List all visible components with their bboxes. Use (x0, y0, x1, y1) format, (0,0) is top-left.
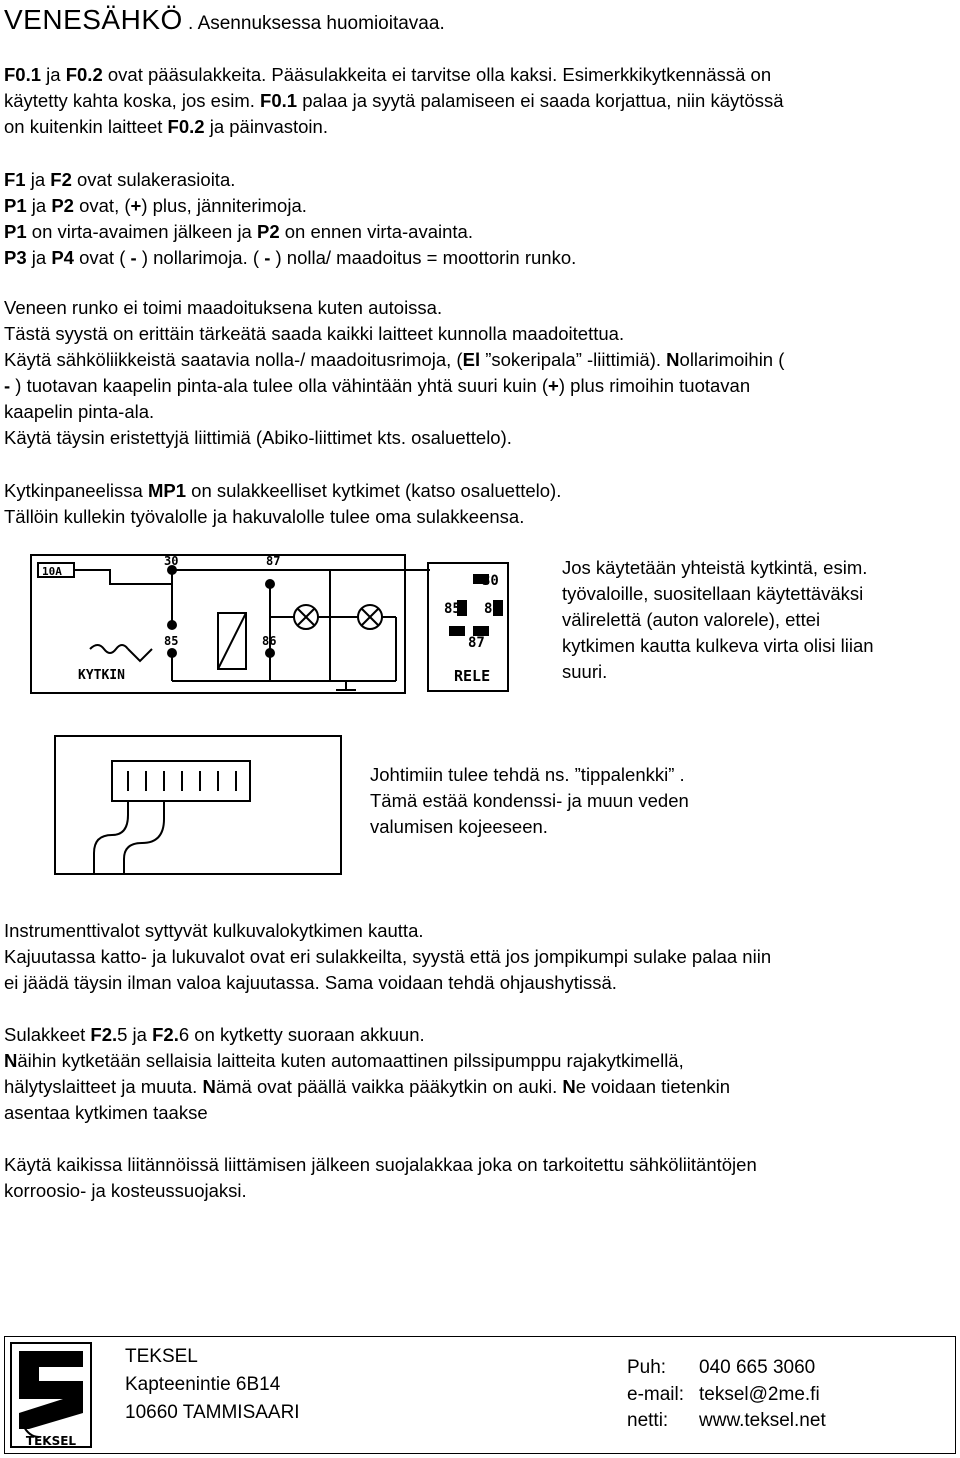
text-line: ei jäädä täysin ilman valoa kajuutassa. Sama voidaan tehdä ohjaushytissä. (4, 972, 617, 993)
email-label: e-mail: (627, 1383, 685, 1405)
text-line: työvaloille, suositellaan käytettäväksi (562, 583, 864, 604)
switch-label: KYTKIN (78, 668, 125, 683)
logo-text: TEKSEL (25, 1434, 77, 1448)
text-line: F1 ja F2 ovat sulakerasioita. (4, 169, 236, 190)
text-line: välirelettä (auton valorele), ettei (562, 609, 821, 630)
title-main: VENESÄHKÖ (4, 4, 183, 35)
text-line: hälytyslaitteet ja muuta. Nämä ovat päällä vaikka pääkytkin on auki. Ne voidaan tietenkin (4, 1076, 731, 1097)
footer-contact-box (4, 1336, 956, 1454)
title-subtitle: . Asennuksessa huomioitavaa. (182, 13, 445, 34)
relay-explanation (562, 555, 957, 685)
email-link[interactable]: teksel@2me.fi (699, 1383, 820, 1405)
text-line: Tästä syystä on erittäin tärkeätä saada kaikki laitteet kunnolla maadoitettua. (4, 323, 625, 344)
company-address (125, 1343, 300, 1427)
text-line: Kajuutassa katto- ja lukuvalot ovat eri sulakkeilta, syystä että jos jompikumpi sulake palaa niin (4, 946, 772, 967)
text-line: on kuitenkin laitteet F0.2 ja päinvastoin. (4, 116, 328, 137)
text-line: Näihin kytketään sellaisia laitteita kuten automaattinen pilssipumppu rajakytkimellä, (4, 1050, 684, 1071)
paragraph-cabin-lights (4, 918, 954, 996)
text-line: P1 ja P2 ovat, (+) plus, jänniterimoja. (4, 195, 307, 216)
text-line: käytetty kahta koska, jos esim. F0.1 palaa ja syytä palamiseen ei saada korjattua, niin käytössä (4, 90, 784, 111)
text-line: korroosio- ja kosteussuojaksi. (4, 1180, 247, 1201)
drip-loop-wire-1 (94, 801, 128, 873)
teksel-logo (9, 1341, 93, 1449)
terminal-30-label: 30 (164, 554, 179, 568)
relay-pin-86-label: 86 (484, 601, 501, 617)
text-line: Sulakkeet F2.5 ja F2.6 on kytketty suoraan akkuun. (4, 1024, 425, 1045)
text-line: suuri. (562, 661, 608, 682)
feed-wire (74, 570, 430, 584)
drip-loop-wire-2 (124, 801, 164, 873)
text-line: P1 on virta-avaimen jälkeen ja P2 on ennen virta-avainta. (4, 221, 473, 242)
terminal-86-label: 86 (262, 634, 277, 648)
text-line: Kytkinpaneelissa MP1 on sulakkeelliset kytkimet (katso osaluettelo). (4, 480, 562, 501)
page-title (4, 4, 445, 36)
text-line: F0.1 ja F0.2 ovat pääsulakkeita. Pääsulakkeita ei tarvitse olla kaksi. Esimerkkikytkennässä on (4, 64, 772, 85)
drip-loop-explanation (370, 762, 930, 840)
text-line: kytkimen kautta kulkeva virta olisi liian (562, 635, 874, 656)
website-link[interactable]: www.teksel.net (699, 1410, 826, 1431)
phone-number: 040 665 3060 (699, 1357, 816, 1378)
text-line: Tämä estää kondenssi- ja muun veden (370, 790, 689, 811)
terminal-85-label: 85 (164, 634, 179, 648)
paragraph-direct-fuses (4, 1022, 954, 1126)
text-line: valumisen kojeeseen. (370, 816, 548, 837)
relay-pin-30-label: 30 (482, 573, 499, 589)
fuse-label: 10A (42, 565, 62, 578)
paragraph-fuse-boxes (4, 167, 954, 271)
postal-city: 10660 TAMMISAARI (125, 1402, 300, 1423)
text-line: Jos käytetään yhteistä kytkintä, esim. (562, 557, 868, 578)
paragraph-protective-lacquer (4, 1152, 954, 1204)
relay-pin-87-label: 87 (468, 635, 485, 651)
text-line: Käytä täysin eristettyjä liittimiä (Abiko-liittimet kts. osaluettelo). (4, 427, 512, 448)
text-line: P3 ja P4 ovat ( - ) nollarimoja. ( - ) nolla/ maadoitus = moottorin runko. (4, 247, 577, 268)
terminal-87-label: 87 (266, 554, 281, 568)
text-line: Johtimiin tulee tehdä ns. ”tippalenkki” . (370, 764, 685, 785)
web-label: netti: (627, 1410, 669, 1431)
paragraph-main-fuses (4, 62, 954, 140)
text-line: Veneen runko ei toimi maadoituksena kuten autoissa. (4, 297, 443, 318)
text-line: Käytä sähköliikkeistä saatavia nolla-/ maadoitusrimoja, (El ”sokeripala” -liittimiä). Nollarimoihin ( (4, 349, 785, 370)
drip-loop-diagram (54, 735, 342, 875)
company-contact (627, 1355, 826, 1435)
text-line: asentaa kytkimen taakse (4, 1102, 208, 1123)
relay-wiring-diagram (30, 553, 510, 698)
text-line: Instrumenttivalot syttyvät kulkuvalokytkimen kautta. (4, 920, 424, 941)
relay-pin-85-label: 85 (444, 601, 461, 617)
text-line: Käytä kaikissa liitännöissä liittämisen jälkeen suojalakkaa joka on tarkoitettu sähköliitäntöjen (4, 1154, 757, 1175)
paragraph-grounding (4, 295, 954, 451)
relay-label: RELE (454, 667, 491, 685)
text-line: kaapelin pinta-ala. (4, 401, 155, 422)
paragraph-switch-panel (4, 478, 954, 530)
phone-label: Puh: (627, 1357, 667, 1378)
street-address: Kapteenintie 6B14 (125, 1374, 281, 1395)
text-line: Tällöin kullekin työvalolle ja hakuvalolle tulee oma sulakkeensa. (4, 506, 525, 527)
text-line: - ) tuotavan kaapelin pinta-ala tulee olla vähintään yhtä suuri kuin (+) plus rimoihin tuotavan (4, 375, 751, 396)
company-name: TEKSEL (125, 1346, 198, 1367)
